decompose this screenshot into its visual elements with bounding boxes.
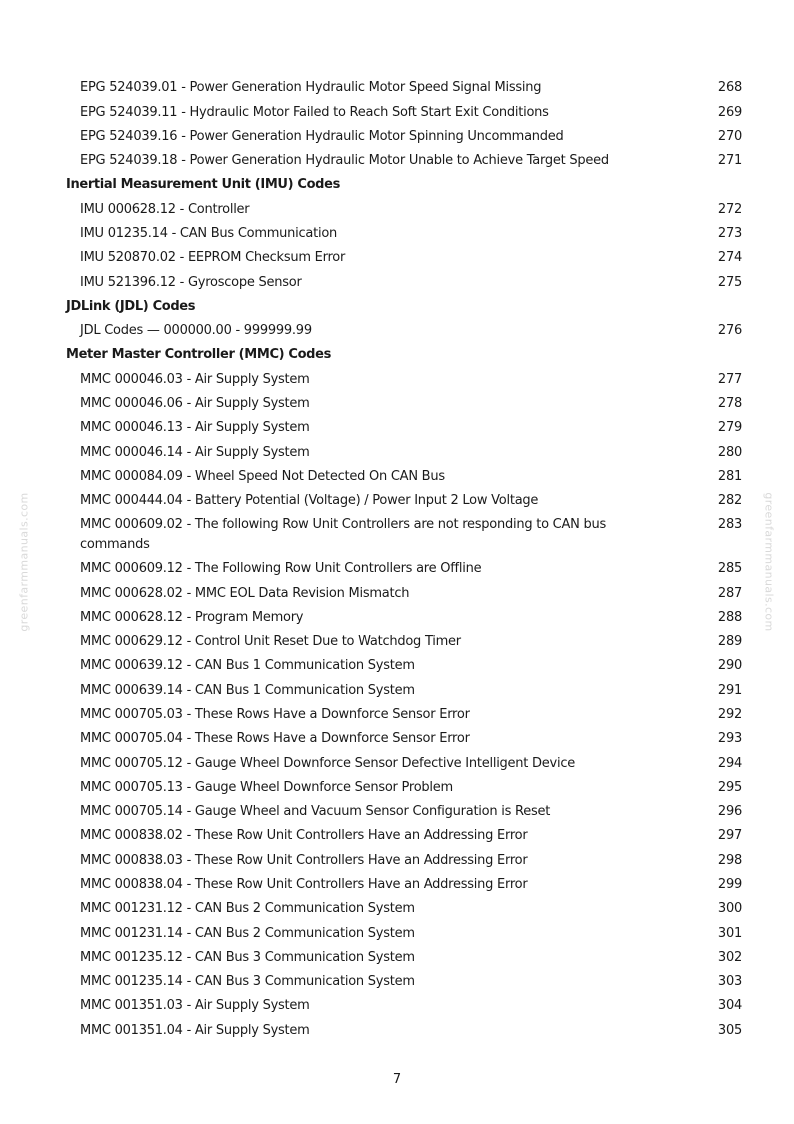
toc-entry-title: IMU 000628.12 - Controller xyxy=(80,201,250,217)
toc-entry[interactable] xyxy=(66,246,742,270)
toc-entry[interactable] xyxy=(66,776,742,800)
toc-entry-title: MMC 000639.14 - CAN Bus 1 Communication System xyxy=(80,682,415,698)
toc-entry-page-number: 271 xyxy=(717,153,742,169)
toc-entry-page-number: 292 xyxy=(717,707,742,723)
toc-entry-title: MMC 000705.04 - These Rows Have a Downforce Sensor Error xyxy=(80,731,470,747)
toc-entry[interactable] xyxy=(66,970,742,994)
toc-entry-page-number: 297 xyxy=(717,828,742,844)
toc-entry-title: MMC 000628.12 - Program Memory xyxy=(80,609,304,625)
toc-entry-title: MMC 000609.02 - The following Row Unit Controllers are not responding to CAN bus commands xyxy=(80,517,607,553)
toc-entry[interactable] xyxy=(66,630,742,654)
toc-entry[interactable] xyxy=(66,513,742,557)
toc-entry-page-number: 268 xyxy=(717,80,742,96)
toc-section-heading: Meter Master Controller (MMC) Codes xyxy=(66,347,331,363)
toc-entry-page-number: 270 xyxy=(717,128,742,144)
toc-entry-title: MMC 000705.03 - These Rows Have a Downforce Sensor Error xyxy=(80,707,470,723)
toc-entry[interactable] xyxy=(66,824,742,848)
toc-entry-title: MMC 001231.14 - CAN Bus 2 Communication System xyxy=(80,925,415,941)
toc-entry-title: MMC 000084.09 - Wheel Speed Not Detected On CAN Bus xyxy=(80,468,445,484)
toc-entry-title: MMC 000639.12 - CAN Bus 1 Communication System xyxy=(80,658,415,674)
toc-entry-title: EPG 524039.01 - Power Generation Hydraulic Motor Speed Signal Missing xyxy=(80,80,542,96)
toc-entry-page-number: 290 xyxy=(717,658,742,674)
toc-entry-title: MMC 000705.12 - Gauge Wheel Downforce Sensor Defective Intelligent Device xyxy=(80,755,575,771)
toc-entry-title: MMC 000629.12 - Control Unit Reset Due to Watchdog Timer xyxy=(80,634,461,650)
toc-entry[interactable] xyxy=(66,416,742,440)
toc-entry-title: MMC 000628.02 - MMC EOL Data Revision Mismatch xyxy=(80,585,410,601)
toc-entry-page-number: 293 xyxy=(717,731,742,747)
toc-entry[interactable] xyxy=(66,727,742,751)
toc-entry-page-number: 291 xyxy=(717,682,742,698)
toc-entry-page-number: 283 xyxy=(717,517,742,533)
toc-entry-page-number: 285 xyxy=(717,561,742,577)
toc-entry-title: MMC 000838.03 - These Row Unit Controllers Have an Addressing Error xyxy=(80,852,528,868)
toc-entry-page-number: 303 xyxy=(717,974,742,990)
toc-entry-page-number: 296 xyxy=(717,804,742,820)
table-of-contents xyxy=(66,76,742,1043)
toc-entry-title: MMC 000046.14 - Air Supply System xyxy=(80,444,310,460)
toc-entry-page-number: 294 xyxy=(717,755,742,771)
watermark-left: greenfarmmanuals.com xyxy=(17,492,31,632)
toc-entry-title: MMC 000838.04 - These Row Unit Controllers Have an Addressing Error xyxy=(80,876,528,892)
toc-entry[interactable] xyxy=(66,319,742,343)
toc-entry[interactable] xyxy=(66,945,742,969)
toc-entry-title: MMC 000705.13 - Gauge Wheel Downforce Sensor Problem xyxy=(80,779,453,795)
toc-entry-title: MMC 001351.03 - Air Supply System xyxy=(80,998,310,1014)
toc-entry[interactable] xyxy=(66,800,742,824)
toc-entry[interactable] xyxy=(66,897,742,921)
toc-entry-page-number: 301 xyxy=(717,925,742,941)
toc-entry-page-number: 282 xyxy=(717,493,742,509)
toc-entry-page-number: 289 xyxy=(717,634,742,650)
toc-entry-page-number: 272 xyxy=(717,201,742,217)
toc-entry[interactable] xyxy=(66,1018,742,1042)
toc-entry-title: JDL Codes — 000000.00 - 999999.99 xyxy=(80,323,312,339)
toc-entry[interactable] xyxy=(66,76,742,100)
toc-entry[interactable] xyxy=(66,440,742,464)
toc-entry-title: MMC 001231.12 - CAN Bus 2 Communication System xyxy=(80,901,415,917)
toc-entry-title: IMU 520870.02 - EEPROM Checksum Error xyxy=(80,250,346,266)
toc-entry[interactable] xyxy=(66,197,742,221)
toc-entry-page-number: 279 xyxy=(717,420,742,436)
toc-entry[interactable] xyxy=(66,581,742,605)
toc-entry-page-number: 278 xyxy=(717,396,742,412)
toc-entry[interactable] xyxy=(66,270,742,294)
toc-entry[interactable] xyxy=(66,873,742,897)
toc-entry[interactable] xyxy=(66,149,742,173)
toc-entry-title: MMC 000444.04 - Battery Potential (Voltage) / Power Input 2 Low Voltage xyxy=(80,493,539,509)
toc-entry-page-number: 299 xyxy=(717,876,742,892)
toc-entry-page-number: 273 xyxy=(717,226,742,242)
toc-entry-page-number: 274 xyxy=(717,250,742,266)
toc-entry-page-number: 302 xyxy=(717,949,742,965)
toc-entry[interactable] xyxy=(66,606,742,630)
toc-entry[interactable] xyxy=(66,678,742,702)
toc-entry[interactable] xyxy=(66,465,742,489)
toc-entry-page-number: 304 xyxy=(717,998,742,1014)
toc-entry[interactable] xyxy=(66,392,742,416)
toc-entry-page-number: 305 xyxy=(717,1022,742,1038)
toc-entry-page-number: 300 xyxy=(717,901,742,917)
toc-entry[interactable] xyxy=(66,703,742,727)
toc-entry-page-number: 298 xyxy=(717,852,742,868)
page-number: 7 xyxy=(392,1072,402,1087)
toc-entry-page-number: 287 xyxy=(717,585,742,601)
toc-entry-page-number: 280 xyxy=(717,444,742,460)
toc-entry[interactable] xyxy=(66,557,742,581)
toc-entry-title: MMC 001235.12 - CAN Bus 3 Communication System xyxy=(80,949,415,965)
toc-entry-title: MMC 001235.14 - CAN Bus 3 Communication System xyxy=(80,974,415,990)
toc-section-heading: JDLink (JDL) Codes xyxy=(66,298,196,314)
toc-entry-title: MMC 001351.04 - Air Supply System xyxy=(80,1022,310,1038)
toc-entry-page-number: 277 xyxy=(717,371,742,387)
toc-entry-title: EPG 524039.16 - Power Generation Hydraulic Motor Spinning Uncommanded xyxy=(80,128,564,144)
toc-entry-page-number: 275 xyxy=(717,274,742,290)
toc-entry-title: MMC 000046.03 - Air Supply System xyxy=(80,371,310,387)
toc-section-heading: Inertial Measurement Unit (IMU) Codes xyxy=(66,177,340,193)
toc-entry-title: MMC 000838.02 - These Row Unit Controllers Have an Addressing Error xyxy=(80,828,528,844)
toc-entry[interactable] xyxy=(66,921,742,945)
watermark-right: greenfarmmanuals.com xyxy=(762,492,776,632)
toc-entry[interactable] xyxy=(66,489,742,513)
toc-entry-title: IMU 521396.12 - Gyroscope Sensor xyxy=(80,274,302,290)
toc-entry-title: IMU 01235.14 - CAN Bus Communication xyxy=(80,226,338,242)
toc-entry-title: EPG 524039.18 - Power Generation Hydraulic Motor Unable to Achieve Target Speed xyxy=(80,153,609,169)
toc-entry[interactable] xyxy=(66,222,742,246)
toc-entry-title: EPG 524039.11 - Hydraulic Motor Failed to Reach Soft Start Exit Conditions xyxy=(80,104,549,120)
toc-entry[interactable] xyxy=(66,100,742,124)
toc-entry-title: MMC 000046.06 - Air Supply System xyxy=(80,396,310,412)
toc-entry-title: MMC 000705.14 - Gauge Wheel and Vacuum Sensor Configuration is Reset xyxy=(80,804,551,820)
toc-entry[interactable] xyxy=(66,125,742,149)
toc-entry-title: MMC 000609.12 - The Following Row Unit Controllers are Offline xyxy=(80,561,482,577)
toc-entry-title: MMC 000046.13 - Air Supply System xyxy=(80,420,310,436)
toc-entry-page-number: 281 xyxy=(717,468,742,484)
toc-entry-page-number: 276 xyxy=(717,323,742,339)
toc-entry[interactable] xyxy=(66,654,742,678)
toc-entry[interactable] xyxy=(66,848,742,872)
toc-entry-page-number: 269 xyxy=(717,104,742,120)
toc-entry[interactable] xyxy=(66,367,742,391)
toc-entry-page-number: 295 xyxy=(717,779,742,795)
toc-entry[interactable] xyxy=(66,751,742,775)
toc-entry-page-number: 288 xyxy=(717,609,742,625)
toc-entry[interactable] xyxy=(66,994,742,1018)
